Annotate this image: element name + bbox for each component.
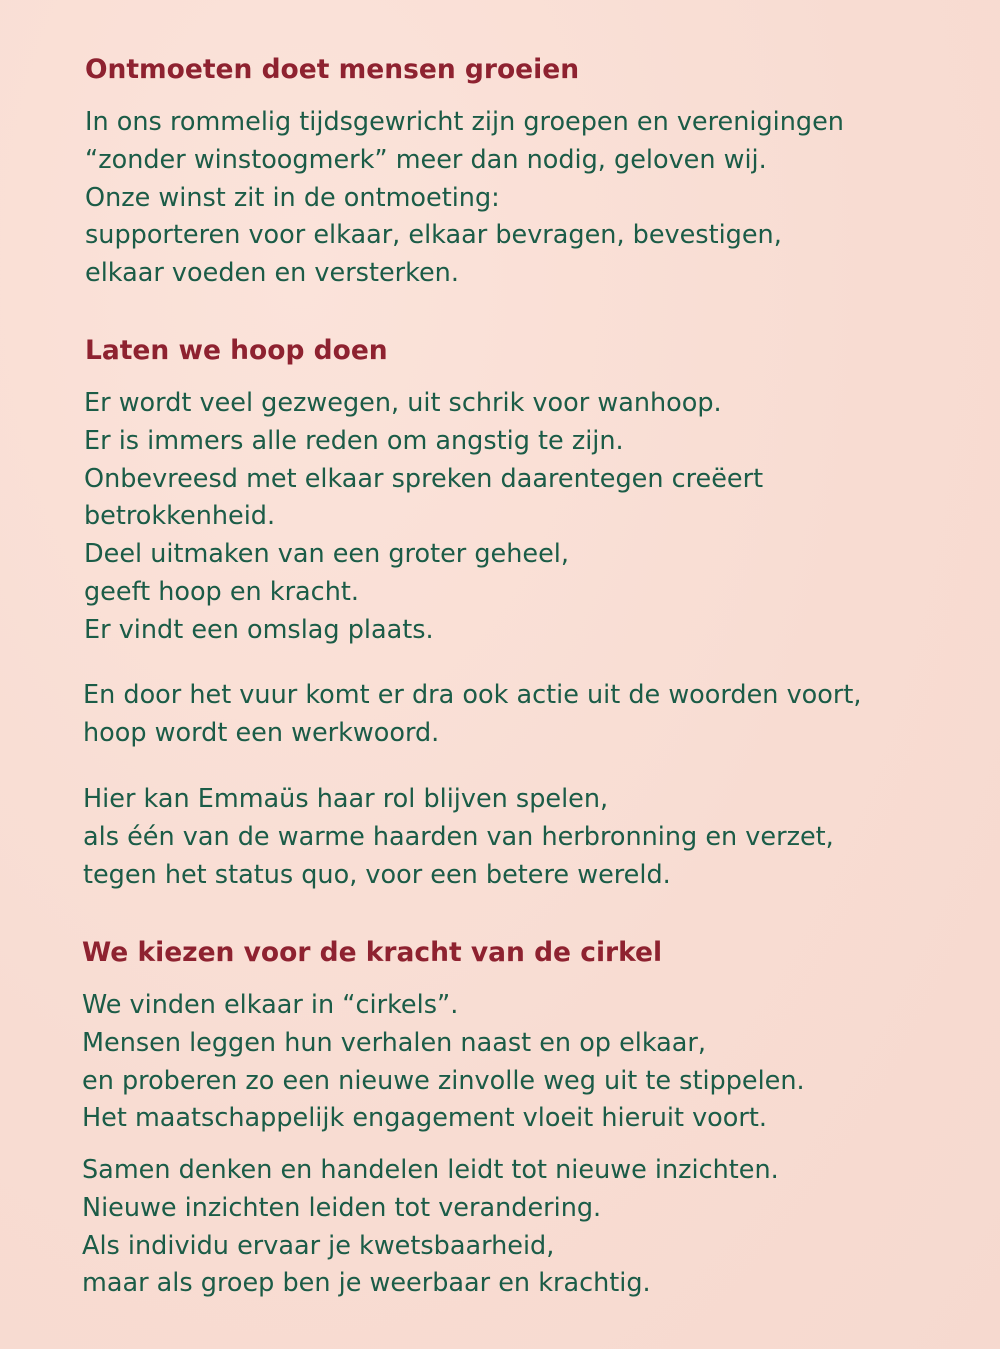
- paragraph: [83, 781, 834, 894]
- text-line: elkaar voeden en versterken.: [85, 258, 459, 289]
- paragraph: [84, 385, 763, 650]
- text-line: Er is immers alle reden om angstig te zijn.: [84, 425, 624, 456]
- section-heading: Laten we hoop doen: [85, 335, 388, 366]
- paragraph: [82, 987, 805, 1138]
- text-line: hoop wordt een werkwoord.: [83, 717, 440, 748]
- text-line: Hier kan Emmaüs haar rol blijven spelen,: [83, 784, 609, 814]
- text-line: Onbevreesd met elkaar spreken daarentegen creëert: [84, 463, 764, 494]
- text-line: En door het vuur komt er dra ook actie uit de woorden voort,: [83, 680, 862, 710]
- text-line: We vinden elkaar in “cirkels”.: [82, 990, 459, 1020]
- text-line: maar als groep ben je weerbaar en krachtig.: [82, 1268, 651, 1299]
- paragraph: [85, 104, 844, 293]
- text-line: en proberen zo een nieuwe zinvolle weg uit te stippelen.: [82, 1065, 805, 1096]
- paragraph: [83, 677, 861, 753]
- text-line: betrokkenheid.: [84, 501, 276, 532]
- text-line: tegen het status quo, voor een betere wereld.: [83, 859, 671, 890]
- text-line: Het maatschappelijk engagement vloeit hieruit voort.: [82, 1103, 767, 1134]
- text-line: In ons rommelig tijdsgewricht zijn groepen en verenigingen: [85, 107, 844, 137]
- text-line: Er wordt veel gezwegen, uit schrik voor wanhoop.: [84, 388, 722, 418]
- text-line: “zonder winstoogmerk” meer dan nodig, geloven wij.: [85, 144, 767, 175]
- section-heading: Ontmoeten doet mensen groeien: [85, 54, 580, 85]
- text-line: Samen denken en handelen leidt tot nieuwe inzichten.: [82, 1155, 779, 1185]
- text-line: supporteren voor elkaar, elkaar bevragen, bevestigen,: [85, 220, 782, 251]
- text-line: Deel uitmaken van een groter geheel,: [84, 539, 569, 570]
- paragraph: [82, 1152, 779, 1303]
- text-line: Mensen leggen hun verhalen naast en op elkaar,: [82, 1027, 707, 1058]
- section-heading: We kiezen voor de kracht van de cirkel: [82, 937, 663, 968]
- text-line: Er vindt een omslag plaats.: [84, 614, 434, 645]
- text-line: Onze winst zit in de ontmoeting:: [85, 182, 500, 213]
- text-line: geeft hoop en kracht.: [84, 576, 359, 607]
- text-line: Nieuwe inzichten leiden tot verandering.: [82, 1192, 602, 1223]
- text-line: als één van de warme haarden van herbronning en verzet,: [83, 821, 834, 852]
- text-line: Als individu ervaar je kwetsbaarheid,: [82, 1230, 555, 1261]
